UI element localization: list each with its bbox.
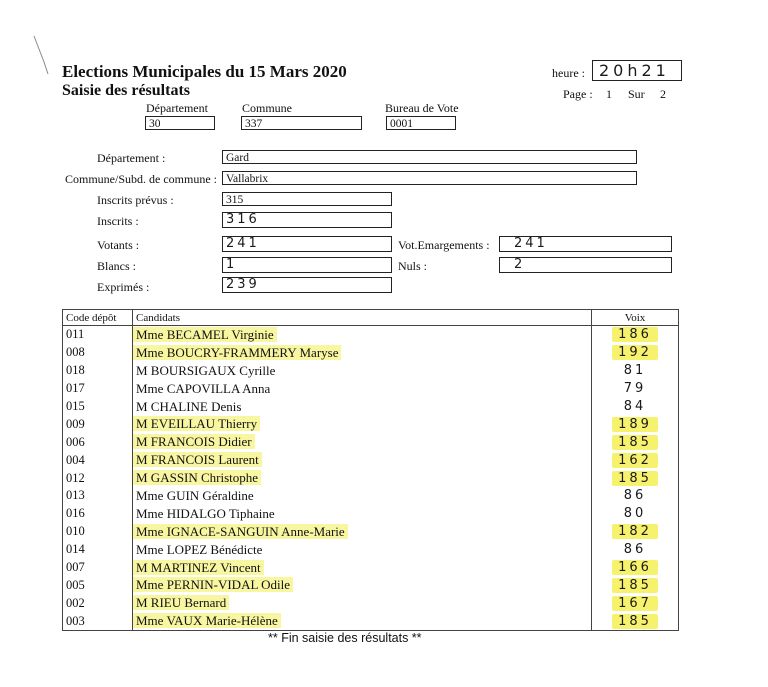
candidate-name: Mme LOPEZ Bénédicte — [136, 541, 263, 557]
candidate-name: M BOURSIGAUX Cyrille — [136, 362, 276, 378]
candidate-cell — [133, 594, 592, 612]
voix-cell[interactable] — [592, 505, 679, 523]
page-subtitle: Saisie des résultats — [62, 82, 190, 99]
emargements-field[interactable]: 241 — [499, 236, 672, 252]
code-depot-cell: 015 — [63, 398, 133, 416]
code-depot-cell: 008 — [63, 344, 133, 362]
candidate-cell — [133, 344, 592, 362]
results-table — [62, 309, 679, 631]
candidate-name: M GASSIN Christophe — [133, 470, 261, 485]
voix-cell[interactable] — [592, 541, 679, 559]
column-header-voix: Voix — [592, 310, 679, 326]
departement-field[interactable]: Gard — [222, 150, 637, 164]
heure-label: heure : — [552, 66, 585, 80]
candidate-name: Mme VAUX Marie-Hélène — [133, 613, 281, 628]
blancs-label: Blancs : — [97, 259, 136, 273]
candidate-cell — [133, 433, 592, 451]
voix-value: 79 — [623, 381, 647, 397]
candidate-cell — [133, 559, 592, 577]
heure-field[interactable]: 20h21 — [592, 60, 682, 81]
voix-cell[interactable] — [592, 433, 679, 451]
page-title: Elections Municipales du 15 Mars 2020 — [62, 62, 347, 81]
voix-value: 185 — [612, 614, 658, 629]
bureau-field[interactable]: 0001 — [386, 116, 456, 130]
column-header-candidats: Candidats — [133, 310, 592, 326]
pen-mark — [32, 34, 54, 76]
code-depot-cell: 004 — [63, 451, 133, 469]
code-depot-cell: 003 — [63, 612, 133, 630]
table-row — [63, 415, 679, 433]
voix-cell[interactable] — [592, 594, 679, 612]
table-row — [63, 559, 679, 577]
code-depot-cell: 017 — [63, 380, 133, 398]
table-row — [63, 380, 679, 398]
voix-cell[interactable] — [592, 469, 679, 487]
candidate-cell — [133, 415, 592, 433]
voix-value: 86 — [623, 488, 647, 504]
table-row — [63, 576, 679, 594]
table-row — [63, 612, 679, 630]
voix-cell[interactable] — [592, 576, 679, 594]
voix-value: 167 — [612, 596, 658, 611]
voix-value: 80 — [623, 506, 647, 522]
code-depot-cell: 007 — [63, 559, 133, 577]
voix-cell[interactable] — [592, 415, 679, 433]
page-sep: Sur — [628, 87, 645, 101]
candidate-cell — [133, 469, 592, 487]
departement-code-field[interactable]: 30 — [145, 116, 215, 130]
bureau-label: Bureau de Vote — [385, 101, 459, 115]
candidate-cell — [133, 398, 592, 416]
voix-value: 162 — [612, 453, 658, 468]
commune-code-field[interactable]: 337 — [241, 116, 362, 130]
departement-code-label: Département — [146, 101, 208, 115]
candidate-name: M FRANCOIS Laurent — [133, 452, 262, 467]
voix-value: 189 — [612, 417, 658, 432]
emargements-label: Vot.Emargements : — [398, 238, 490, 252]
voix-cell[interactable] — [592, 344, 679, 362]
footer-text: ** Fin saisie des résultats ** — [268, 631, 422, 645]
table-row — [63, 344, 679, 362]
commune-field[interactable]: Vallabrix — [222, 171, 637, 185]
departement-label: Département : — [97, 151, 166, 165]
voix-cell[interactable] — [592, 487, 679, 505]
table-row — [63, 469, 679, 487]
candidate-name: Mme GUIN Géraldine — [136, 487, 254, 503]
table-row — [63, 541, 679, 559]
table-row — [63, 326, 679, 344]
page-number: 1 — [606, 87, 612, 101]
candidate-cell — [133, 541, 592, 559]
voix-value: 186 — [612, 327, 658, 342]
candidate-name: M FRANCOIS Didier — [133, 434, 255, 449]
candidate-cell — [133, 326, 592, 344]
table-header-row — [63, 310, 679, 326]
exprimes-field[interactable]: 239 — [222, 277, 392, 293]
voix-value: 84 — [623, 399, 647, 414]
nuls-field[interactable]: 2 — [499, 257, 672, 273]
candidate-cell — [133, 451, 592, 469]
table-row — [63, 362, 679, 380]
table-row — [63, 451, 679, 469]
voix-cell[interactable] — [592, 398, 679, 416]
voix-value: 86 — [623, 542, 647, 558]
candidate-name: Mme BECAMEL Virginie — [133, 327, 277, 342]
page-total: 2 — [660, 87, 666, 101]
candidate-name: Mme CAPOVILLA Anna — [136, 380, 271, 396]
table-row — [63, 487, 679, 505]
candidate-name: Mme BOUCRY-FRAMMERY Maryse — [133, 345, 341, 360]
blancs-field[interactable]: 1 — [222, 257, 392, 273]
candidate-name: M MARTINEZ Vincent — [133, 560, 264, 575]
voix-value: 185 — [612, 471, 658, 486]
code-depot-cell: 005 — [63, 576, 133, 594]
table-row — [63, 398, 679, 416]
votants-field[interactable]: 241 — [222, 236, 392, 252]
candidate-name: M CHALINE Denis — [136, 398, 242, 414]
commune-label: Commune/Subd. de commune : — [65, 172, 217, 186]
voix-value: 182 — [612, 524, 658, 539]
voix-cell[interactable] — [592, 326, 679, 344]
candidate-name: Mme PERNIN-VIDAL Odile — [133, 577, 293, 592]
voix-value: 185 — [612, 435, 658, 450]
candidate-name: M EVEILLAU Thierry — [133, 416, 260, 431]
voix-value: 81 — [623, 363, 647, 379]
table-row — [63, 433, 679, 451]
column-header-code: Code dépôt — [63, 310, 133, 326]
code-depot-cell: 013 — [63, 487, 133, 505]
code-depot-cell: 010 — [63, 523, 133, 541]
code-depot-cell: 009 — [63, 415, 133, 433]
inscrits-field[interactable]: 316 — [222, 212, 392, 228]
voix-cell[interactable] — [592, 612, 679, 630]
nuls-label: Nuls : — [398, 259, 428, 273]
voix-cell[interactable] — [592, 362, 679, 380]
candidate-name: M RIEU Bernard — [133, 595, 229, 610]
candidate-name: Mme HIDALGO Tiphaine — [136, 505, 275, 521]
voix-cell[interactable] — [592, 559, 679, 577]
table-row — [63, 523, 679, 541]
candidate-cell — [133, 523, 592, 541]
candidate-cell — [133, 505, 592, 523]
voix-cell[interactable] — [592, 451, 679, 469]
code-depot-cell: 011 — [63, 326, 133, 344]
voix-cell[interactable] — [592, 523, 679, 541]
code-depot-cell: 014 — [63, 541, 133, 559]
candidate-cell — [133, 487, 592, 505]
page-label: Page : — [563, 87, 593, 101]
inscrits-label: Inscrits : — [97, 214, 139, 228]
candidate-name: Mme IGNACE-SANGUIN Anne-Marie — [133, 524, 348, 539]
inscrits-prevus-field[interactable]: 315 — [222, 192, 392, 206]
candidate-cell — [133, 362, 592, 380]
candidate-cell — [133, 576, 592, 594]
exprimes-label: Exprimés : — [97, 280, 150, 294]
inscrits-prevus-label: Inscrits prévus : — [97, 193, 174, 207]
table-row — [63, 505, 679, 523]
votants-label: Votants : — [97, 238, 140, 252]
voix-value: 192 — [612, 345, 658, 360]
code-depot-cell: 002 — [63, 594, 133, 612]
voix-cell[interactable] — [592, 380, 679, 398]
commune-code-label: Commune — [242, 101, 292, 115]
code-depot-cell: 012 — [63, 469, 133, 487]
table-row — [63, 594, 679, 612]
candidate-cell — [133, 380, 592, 398]
code-depot-cell: 016 — [63, 505, 133, 523]
candidate-cell — [133, 612, 592, 630]
voix-value: 166 — [612, 560, 658, 575]
voix-value: 185 — [612, 578, 658, 593]
code-depot-cell: 006 — [63, 433, 133, 451]
code-depot-cell: 018 — [63, 362, 133, 380]
